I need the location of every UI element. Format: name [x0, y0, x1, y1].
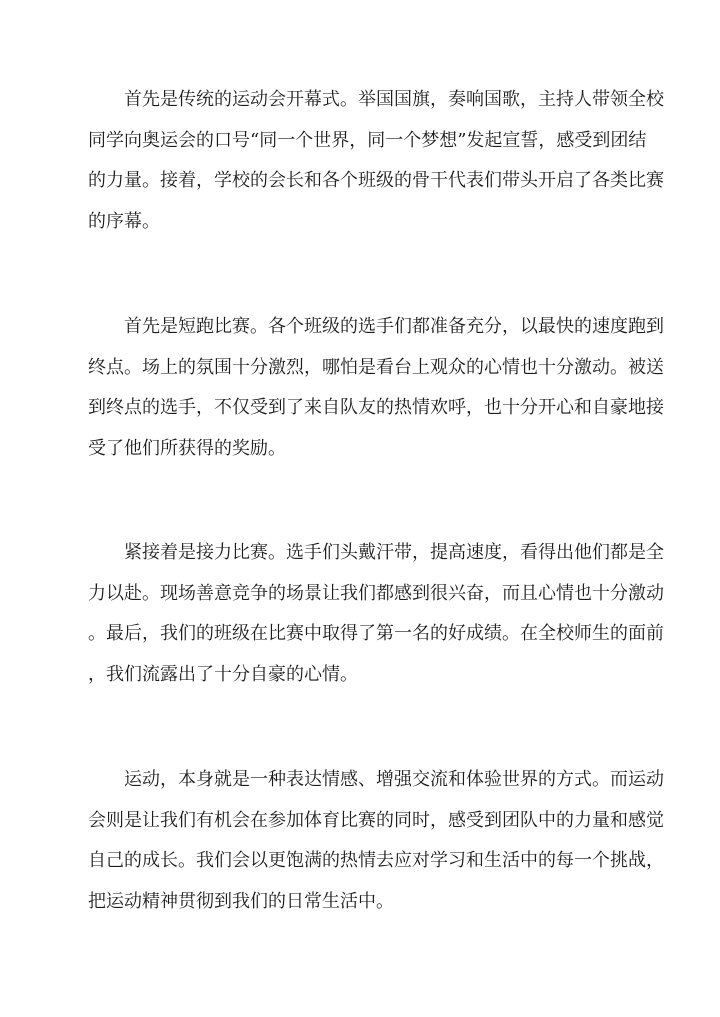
paragraph-line: 的力量。接着，学校的会长和各个班级的骨干代表们带头开启了各类比赛: [88, 170, 664, 191]
paragraph-line: 自己的成长。我们会以更饱满的热情去应对学习和生活中的每一个挑战，: [88, 850, 664, 871]
paragraph-line: 首先是传统的运动会开幕式。举国国旗，奏响国歌，主持人带领全校: [124, 89, 664, 110]
paragraph-line: 首先是短跑比赛。各个班级的选手们都准备充分，以最快的速度跑到: [124, 316, 664, 337]
paragraph-opening-ceremony: [88, 80, 664, 242]
paragraph-line: 的序幕。: [88, 210, 160, 232]
paragraph-line: 受了他们所获得的奖励。: [88, 437, 286, 459]
paragraph-line: 力以赴。现场善意竞争的场景让我们都感到很兴奋，而且心情也十分激动: [88, 582, 664, 604]
paragraph-line: ，我们流露出了十分自豪的心情。: [88, 663, 358, 685]
paragraph-line: 把运动精神贯彻到我们的日常生活中。: [88, 890, 394, 912]
paragraph-line: 。最后，我们的班级在比赛中取得了第一名的好成绩。在全校师生的面前: [88, 623, 664, 644]
paragraph-line: 终点。场上的氛围十分激烈，哪怕是看台上观众的心情也十分激动。被送: [88, 356, 664, 378]
paragraph-line: 紧接着是接力比赛。选手们头戴汗带，提高速度，看得出他们都是全: [124, 542, 664, 563]
paragraph-line: 同学向奥运会的口号“同一个世界，同一个梦想”发起宣誓，感受到团结: [88, 129, 647, 151]
paragraph-line: 运动，本身就是一种表达情感、增强交流和体验世界的方式。而运动: [124, 769, 664, 790]
paragraph-line: 到终点的选手，不仅受到了来自队友的热情欢呼，也十分开心和自豪地接: [88, 397, 664, 418]
paragraph-relay: [88, 533, 664, 695]
paragraph-conclusion: [88, 760, 664, 922]
paragraph-line: 会则是让我们有机会在参加体育比赛的同时，感受到团队中的力量和感觉: [88, 809, 664, 831]
paragraph-sprint: [88, 307, 664, 469]
